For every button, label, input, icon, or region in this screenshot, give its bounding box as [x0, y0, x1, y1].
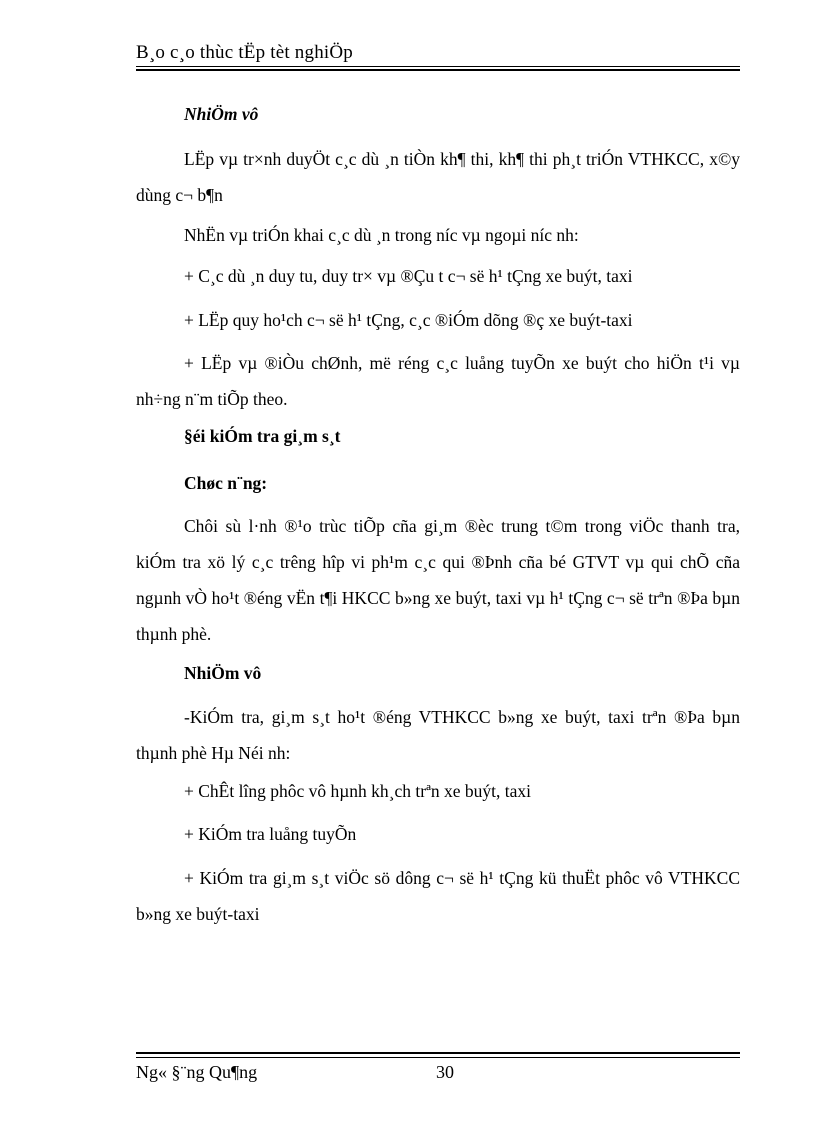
paragraph-function: Chôi sù l·nh ®¹o trùc tiÕp cña gi¸m ®èc trung t©m trong viÖc thanh tra, kiÓm tra xö lý c¸c trêng hîp vi ph¹m c¸c qui ®Þnh cña bé GTVT vµ qui chÕ cña ngµnh vÒ ho¹t ®éng vËn t¶i HKCC b»ng xe buýt, taxi vµ h¹ tÇng c¬ së trªn ®Þa bµn thµnh phè. [136, 516, 740, 644]
list-item: + KiÓm tra luång tuyÕn [184, 824, 357, 844]
footer-rule-bottom [136, 1057, 740, 1058]
section-title-inspection: §éi kiÓm tra gi¸m s¸t [184, 426, 341, 446]
list-item: + LËp quy ho¹ch c¬ së h¹ tÇng, c¸c ®iÓm dõng ®ç xe buýt-taxi [184, 310, 633, 330]
paragraph-plan: LËp vµ tr×nh duyÖt c¸c dù ¸n tiÒn kh¶ thi, kh¶ thi ph¸t triÓn VTHKCC, x©y dùng c¬ b¶n [136, 149, 740, 205]
header-rule-bottom [136, 69, 740, 71]
paragraph-tasks: -KiÓm tra, gi¸m s¸t ho¹t ®éng VTHKCC b»ng xe buýt, taxi trªn ®Þa bµn thµnh phè Hµ Néi nh: [136, 707, 740, 763]
header-rule-top [136, 66, 740, 67]
section-heading-tasks: NhiÖm vô [184, 104, 259, 124]
paragraph-adjust: + LËp vµ ®iÒu chØnh, më réng c¸c luång tuyÕn xe buýt cho hiÖn t¹i vµ nh÷ng n¨m tiÕp theo. [136, 353, 740, 409]
list-item: + C¸c dù ¸n duy tu, duy tr× vµ ®Çu t c¬ së h¹ tÇng xe buýt, taxi [184, 266, 633, 286]
footer-author: Ng« §¨ng Qu¶ng [136, 1062, 258, 1082]
subheading-tasks: NhiÖm vô [184, 663, 262, 683]
page-header-title: B¸o c¸o thùc tËp tèt nghiÖp [136, 42, 353, 63]
paragraph-receive: NhËn vµ triÓn khai c¸c dù ¸n trong níc vµ ngoµi níc nh: [184, 225, 579, 245]
list-item: + ChÊt lîng phôc vô hµnh kh¸ch trªn xe buýt, taxi [184, 781, 532, 801]
subheading-function: Chøc n¨ng: [184, 473, 268, 493]
footer-rule-top [136, 1052, 740, 1054]
page-number: 30 [436, 1062, 454, 1082]
paragraph-infrastructure: + KiÓm tra gi¸m s¸t viÖc sö dông c¬ së h¹ tÇng kü thuËt phôc vô VTHKCC b»ng xe buýt-taxi [136, 868, 740, 924]
